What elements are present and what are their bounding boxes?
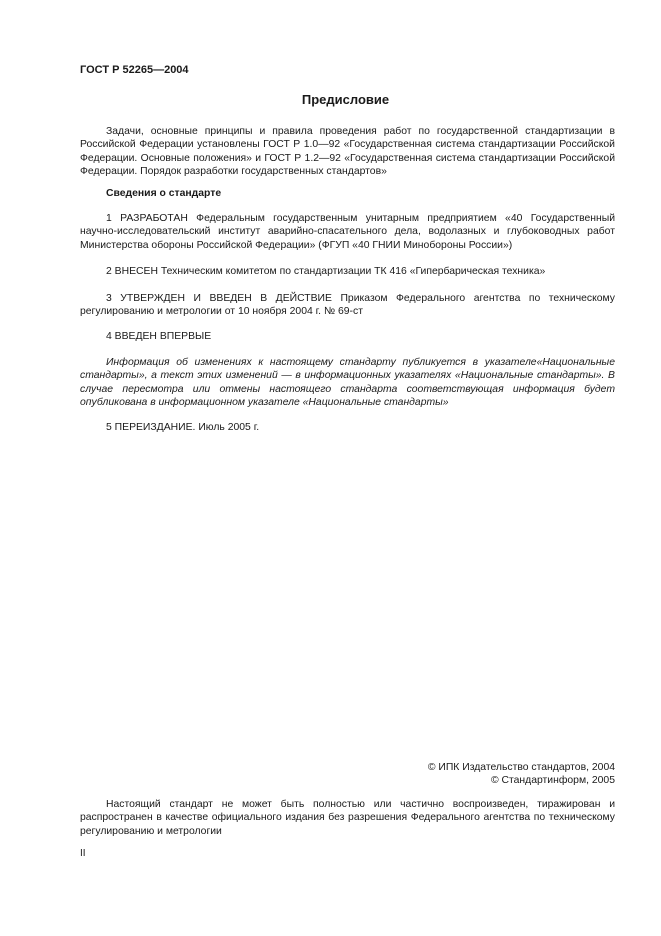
item-4: 4 ВВЕДЕН ВПЕРВЫЕ xyxy=(106,331,212,342)
foreword-intro-block xyxy=(80,125,615,179)
info-note: Информация об изменениях к настоящему стандарту публикуется в указателе«Национальные стандарты», а текст этих изменений — в информационных указателях «Национальные стандарты». В случае пересмотра или отмены настоящего стандарта соответствующая информация будет опубликована в информационном указателе «Национальные стандарты» xyxy=(80,357,615,409)
document-code: ГОСТ Р 52265—2004 xyxy=(80,64,189,76)
reproduction-notice-block xyxy=(80,798,615,838)
item-5: 5 ПЕРЕИЗДАНИЕ. Июль 2005 г. xyxy=(106,422,260,433)
item-2-block xyxy=(80,265,615,278)
copyright-line-2: © Стандартинформ, 2005 xyxy=(490,775,615,786)
page-number: II xyxy=(80,848,86,859)
reproduction-notice: Настоящий стандарт не может быть полностью или частично воспроизведен, тиражирован и распространен в качестве официального издания без разрешения Федерального агентства по техническому регулированию и метрологии xyxy=(80,799,615,837)
item-5-block xyxy=(80,421,615,434)
item-2: 2 ВНЕСЕН Техническим комитетом по стандартизации ТК 416 «Гипербарическая техника» xyxy=(106,266,546,277)
item-1-block xyxy=(80,212,615,252)
section-title: Сведения о стандарте xyxy=(106,188,222,199)
info-note-block xyxy=(80,356,615,410)
copyright-block xyxy=(428,761,615,787)
item-1: 1 РАЗРАБОТАН Федеральным государственным унитарным предприятием «40 Государственный научно-исследовательский институт аварийно-спасательного дела, водолазных и глубоководных работ Министерства обороны Российской Федерации» (ФГУП «40 ГНИИ Минобороны России») xyxy=(80,213,615,251)
foreword-title: Предисловие xyxy=(301,92,390,107)
copyright-line-1: © ИПК Издательство стандартов, 2004 xyxy=(427,762,615,773)
item-4-block xyxy=(80,330,615,343)
foreword-intro: Задачи, основные принципы и правила проведения работ по государственной стандартизации в Российской Федерации установлены ГОСТ Р 1.0—92 «Государственная система стандартизации Российской Федерации. Основные положения» и ГОСТ Р 1.2—92 «Государственная система стандартизации Российской Федерации. Порядок разработки государственных стандартов» xyxy=(80,126,615,178)
item-3-block xyxy=(80,292,615,319)
item-3: 3 УТВЕРЖДЕН И ВВЕДЕН В ДЕЙСТВИЕ Приказом Федерального агентства по техническому регулированию и метрологии от 10 ноября 2004 г. № 69-ст xyxy=(80,293,615,318)
